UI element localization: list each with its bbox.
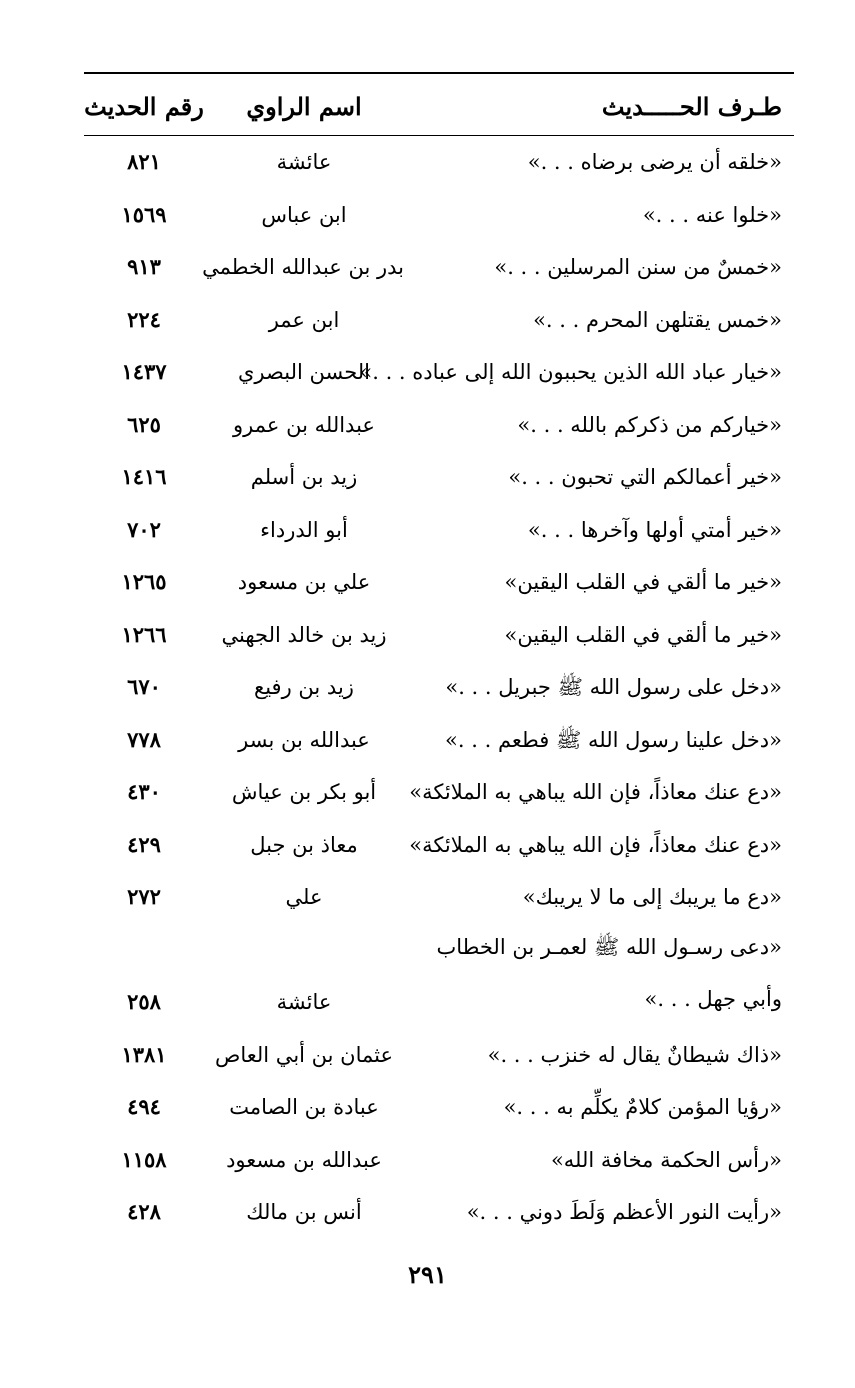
narrator-name: معاذ بن جبل	[250, 832, 358, 857]
narrator-name: أبو بكر بن عياش	[231, 780, 377, 804]
narrator-name: أنس بن مالك	[246, 1200, 362, 1224]
hadith-number: ١٣٨١	[121, 1041, 167, 1067]
narrator-name: عبدالله بن عمرو	[233, 412, 375, 437]
hadith-text: «خيار عباد الله الذين يحببون الله إلى عباده . . .»	[359, 360, 782, 384]
hadith-text: «خمسٌ من سنن المرسلين . . .»	[494, 255, 782, 279]
table-row	[84, 503, 794, 556]
table-row	[84, 870, 794, 923]
hadith-number: ٢٢٤	[127, 306, 161, 332]
table-row	[84, 135, 794, 188]
narrator-name: عائشة	[276, 150, 332, 174]
table-row	[84, 345, 794, 398]
table-row	[84, 398, 794, 451]
hadith-number: ٤٣٠	[127, 779, 161, 804]
table-row	[84, 1080, 794, 1133]
narrator-name: زيد بن رفيع	[254, 675, 354, 699]
table-row	[84, 1028, 794, 1081]
hadith-number: ٧٧٨	[127, 726, 161, 752]
table-row	[84, 293, 794, 346]
hadith-number: ١١٥٨	[121, 1146, 167, 1172]
header-hadith-text: طـرف الحـــــديث	[601, 92, 782, 121]
table-row	[84, 555, 794, 608]
hadith-number: ١٤١٦	[121, 464, 167, 489]
table-header	[84, 72, 794, 135]
hadith-number: ٧٠٢	[127, 516, 161, 542]
table-row	[84, 818, 794, 871]
hadith-text: «دخل على رسول الله ﷺ جبريل . . .»	[445, 675, 782, 699]
hadith-text: «دعى رسـول الله ﷺ لعمـر بن الخطاب وأبي جهل . . .»	[436, 934, 782, 1011]
table-row	[84, 713, 794, 766]
hadith-number: ٦٢٥	[127, 411, 161, 437]
hadith-text: «خير أمتي أولها وآخرها . . .»	[527, 517, 782, 542]
narrator-name: بدر بن عبدالله الخطمي	[202, 255, 404, 279]
hadith-number: ٤٩٤	[127, 1094, 161, 1119]
hadith-number: ١٢٦٥	[121, 569, 167, 594]
hadith-text: «دع ما يريبك إلى ما لا يريبك»	[522, 885, 782, 909]
narrator-name: عائشة	[276, 989, 332, 1014]
hadith-number: ١٥٦٩	[121, 201, 167, 227]
hadith-text: «دع عنك معاذاً، فإن الله يباهي به الملائكة»	[409, 832, 782, 857]
hadith-number: ٨٢١	[127, 149, 161, 174]
hadith-text: «خمس يقتلهن المحرم . . .»	[533, 307, 782, 332]
narrator-name: عثمان بن أبي العاص	[214, 1042, 394, 1067]
hadith-text: «خير ما ألقي في القلب اليقين»	[504, 570, 782, 594]
table-row	[84, 1133, 794, 1186]
narrator-name: عبدالله بن بسر	[238, 727, 370, 752]
narrator-name: عبادة بن الصامت	[229, 1095, 379, 1119]
narrator-name: عبدالله بن مسعود	[226, 1147, 382, 1172]
hadith-number: ١٢٦٦	[121, 621, 167, 647]
hadith-number: ٤٢٨	[127, 1199, 161, 1224]
hadith-text: «رأيت النور الأعظم وَلَطَ دوني . . .»	[466, 1200, 782, 1224]
header-narrator: اسم الراوي	[246, 92, 362, 121]
hadith-text: «خير ما ألقي في القلب اليقين»	[504, 622, 782, 647]
table-row	[84, 923, 794, 1028]
hadith-text: «خلقه أن يرضى برضاه . . .»	[527, 150, 782, 174]
hadith-text: «رأس الحكمة مخافة الله»	[550, 1147, 782, 1172]
narrator-name: ابن عمر	[268, 307, 340, 332]
table-row	[84, 608, 794, 661]
narrator-name: أبو الدرداء	[260, 517, 348, 542]
hadith-text: «دع عنك معاذاً، فإن الله يباهي به الملائكة»	[409, 780, 782, 804]
hadith-text: «خير أعمالكم التي تحبون . . .»	[508, 465, 782, 489]
table-row	[84, 765, 794, 818]
header-hadith-number: رقم الحديث	[84, 92, 204, 121]
hadith-number: ٢٥٨	[127, 988, 161, 1014]
page-number: ٢٩١	[408, 1260, 447, 1289]
narrator-name: الحسن البصري	[238, 360, 370, 384]
narrator-name: علي	[285, 885, 323, 909]
hadith-text: «رؤيا المؤمن كلامٌ يكلِّم به . . .»	[503, 1095, 782, 1119]
narrator-name: زيد بن أسلم	[250, 465, 358, 489]
table-row	[84, 1185, 794, 1238]
hadith-number: ٦٧٠	[127, 674, 161, 699]
hadith-number: ٤٢٩	[127, 831, 161, 857]
hadith-number: ٩١٣	[127, 254, 161, 279]
hadith-number: ٢٧٢	[127, 884, 161, 909]
hadith-text: «ذاك شيطانٌ يقال له خنزب . . .»	[487, 1042, 782, 1067]
hadith-text: «خياركم من ذكركم بالله . . .»	[517, 412, 782, 437]
table-body	[84, 135, 794, 1238]
narrator-name: زيد بن خالد الجهني	[221, 622, 387, 647]
hadith-number: ١٤٣٧	[121, 359, 167, 384]
hadith-text: «دخل علينا رسول الله ﷺ فطعم . . .»	[445, 727, 782, 752]
table-row	[84, 660, 794, 713]
table-row	[84, 188, 794, 241]
table-row	[84, 450, 794, 503]
table-row	[84, 240, 794, 293]
narrator-name: علي بن مسعود	[237, 570, 371, 594]
hadith-text: «خلوا عنه . . .»	[642, 202, 782, 227]
narrator-name: ابن عباس	[261, 202, 347, 227]
